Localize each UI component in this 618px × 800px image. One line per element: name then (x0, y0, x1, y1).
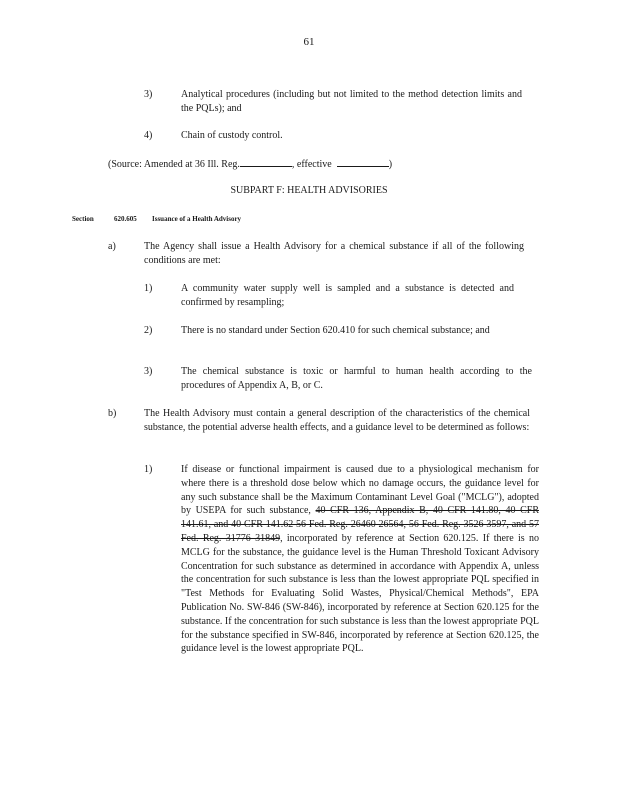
paragraph-a-item-2-text: There is no standard under Section 620.410 for such chemical substance; and (181, 325, 490, 336)
paragraph-b-text: The Health Advisory must contain a general description of the characteristics of the chemical substance, the potential adverse health effects, and a guidance level to be determined as follows: (144, 408, 530, 433)
guidance-text-after: , incorporated by reference at Section 620.125. If there is no MCLG for the substance, the guidance level is the Human Threshold Toxicant Advisory Concentration for such substance as determined in accordance with Appendix A, unless the concentration for such substance is less than the lowest appropriate PQL specified in "Test Methods for Evaluating Solid Wastes, Physical/Chemical Methods", EPA Publication No. SW-846 (SW-846), incorporated by reference at Section 620.125 for the substance. If the concentration for such substance is less than the lowest appropriate PQL for the substance specified in SW-846, incorporated by reference at Section 620.125, the guidance level is the lowest appropriate PQL. (181, 532, 540, 655)
paragraph-a-number: a) (108, 241, 116, 252)
source-prefix: (Source: Amended at 36 Ill. Reg. (108, 159, 240, 170)
source-suffix: ) (388, 159, 393, 170)
guidance-text-before: If disease or functional impairment is caused due to a physiological mechanism for where there is a threshold dose below which no damage occurs, the guidance level for any such substance shall be the Maximum Contaminant Level Goal ("MCLG"), adopted by USEPA for such substance, (181, 464, 539, 517)
paragraph-a-item-1-text: A community water supply well is sampled and a substance is detected and confirmed by resampling; (181, 283, 514, 308)
item-3-text: Analytical procedures (including but not limited to the method detection limits and the PQLs); and (181, 89, 522, 114)
section-title: Issuance of a Health Advisory (152, 215, 242, 223)
item-4-text: Chain of custody control. (181, 130, 283, 141)
source-middle: , effective (291, 159, 332, 170)
paragraph-a-item-3-number: 3) (144, 366, 153, 377)
effective-date-blank (337, 157, 389, 167)
section-label: Section (72, 215, 94, 223)
paragraph-b-item-1-number: 1) (144, 464, 153, 475)
subpart-title: SUBPART F: HEALTH ADVISORIES (230, 185, 388, 196)
source-note (108, 157, 528, 172)
paragraph-a-item-3-text: The chemical substance is toxic or harmful to human health according to the procedures of Appendix A, B, or C. (181, 366, 532, 391)
page-number: 61 (303, 36, 315, 48)
item-4-number: 4) (144, 130, 153, 141)
paragraph-a-text: The Agency shall issue a Health Advisory for a chemical substance if all of the following conditions are met: (144, 241, 524, 266)
section-number: 620.605 (114, 215, 137, 223)
paragraph-a-item-2-number: 2) (144, 325, 153, 336)
register-blank (240, 157, 292, 167)
paragraph-b-number: b) (108, 408, 117, 419)
paragraph-b-item-1-text (181, 463, 539, 656)
item-3-number: 3) (144, 89, 153, 100)
struck-citation: 40 CFR 136, Appendix B, 40 CFR 141.80, 40 CFR 141.61, and 40 CFR 141.62 56 Fed. Reg. 26460 26564, 56 Fed. Reg. 3526 3597, and 57 Fed. Reg. 31776 31849 (181, 505, 540, 544)
paragraph-a-item-1-number: 1) (144, 283, 153, 294)
